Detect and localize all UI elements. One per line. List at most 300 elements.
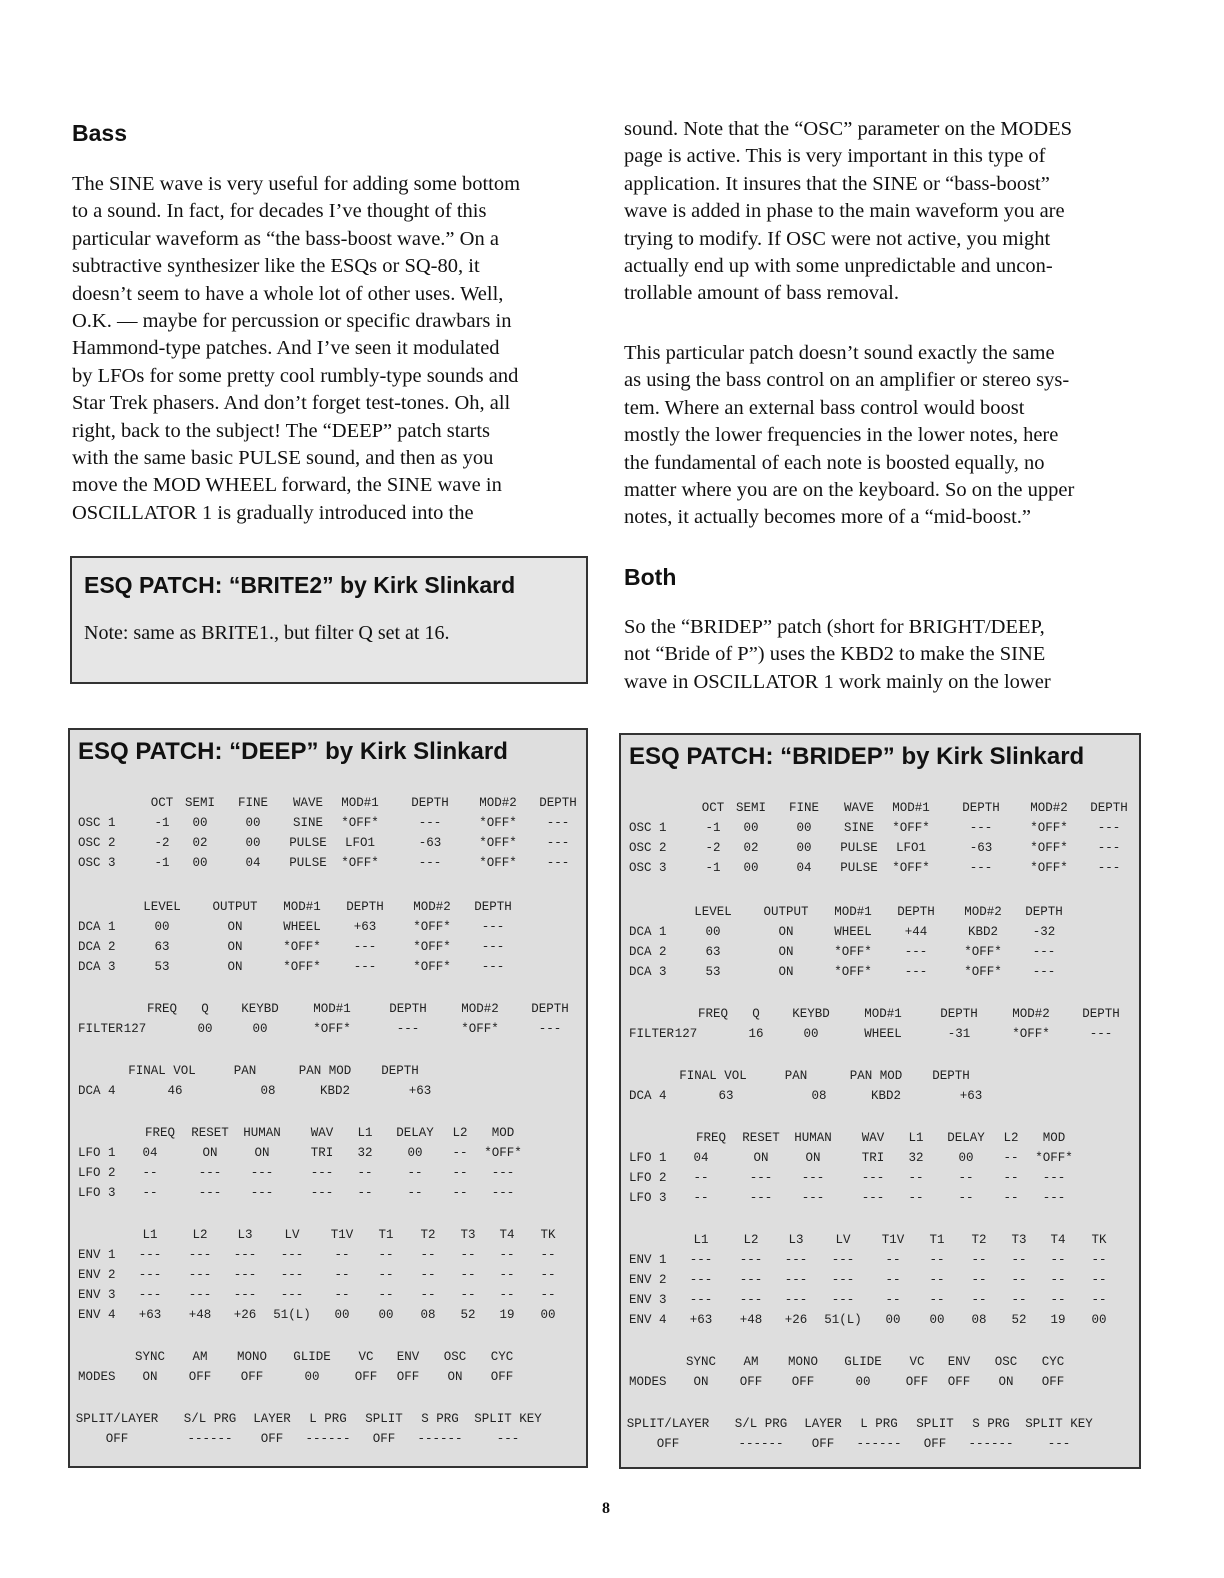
dca-value: *OFF* xyxy=(413,960,451,974)
env-value: 00 xyxy=(378,1308,394,1322)
osc-header: OCT xyxy=(701,801,725,815)
filter-value: 00 xyxy=(803,1027,819,1041)
paragraph-line: page is active. This is very important in this type of xyxy=(624,145,1046,168)
modes-row xyxy=(70,1370,586,1390)
env-value: --- xyxy=(784,1253,808,1267)
env-value: -- xyxy=(929,1293,945,1307)
modes-header: CYC xyxy=(1041,1355,1065,1369)
osc-row-label: OSC 3 xyxy=(629,861,667,875)
osc-header: FINE xyxy=(237,796,269,810)
env-header: TK xyxy=(1091,1233,1107,1247)
env-value: 00 xyxy=(540,1308,556,1322)
dca4-row xyxy=(70,1084,586,1104)
dca-header: LEVEL xyxy=(143,900,181,914)
env-value: -- xyxy=(1091,1253,1107,1267)
lfo-value: --- xyxy=(491,1186,515,1200)
dca-header: MOD#2 xyxy=(964,905,1002,919)
filter-header-row xyxy=(621,1007,1139,1027)
osc-header: DEPTH xyxy=(539,796,577,810)
env-value: -- xyxy=(334,1248,350,1262)
bass-heading: Bass xyxy=(72,120,127,146)
env-value: -- xyxy=(971,1273,987,1287)
osc-row-label: OSC 2 xyxy=(78,836,116,850)
filter-row xyxy=(621,1027,1139,1047)
osc-row xyxy=(621,861,1139,881)
env-value: 08 xyxy=(971,1313,987,1327)
osc-value: -63 xyxy=(969,841,993,855)
lfo-row-label: LFO 3 xyxy=(78,1186,116,1200)
osc-value: --- xyxy=(546,836,570,850)
dca-value: WHEEL xyxy=(283,920,321,934)
modes-row-label: MODES xyxy=(78,1370,116,1384)
lfo-value: 04 xyxy=(693,1151,709,1165)
env-row xyxy=(621,1293,1139,1313)
dca-header: DEPTH xyxy=(346,900,384,914)
lfo-value: -- xyxy=(908,1171,924,1185)
dca-value: ON xyxy=(778,965,794,979)
modes-value: OFF xyxy=(791,1375,815,1389)
env-row xyxy=(70,1308,586,1328)
env-row-label: ENV 3 xyxy=(78,1288,116,1302)
split-row xyxy=(70,1432,586,1452)
dca-header: MOD#2 xyxy=(413,900,451,914)
dca4-header-row xyxy=(70,1064,586,1084)
split-header: SPLIT KEY xyxy=(474,1412,542,1426)
lfo-value: *OFF* xyxy=(1035,1151,1073,1165)
dca-row xyxy=(70,920,586,940)
lfo-value: --- xyxy=(310,1166,334,1180)
osc-row xyxy=(621,821,1139,841)
osc-value: 00 xyxy=(743,861,759,875)
modes-value: OFF xyxy=(947,1375,971,1389)
osc-header: MOD#2 xyxy=(479,796,517,810)
lfo-value: --- xyxy=(491,1166,515,1180)
filter-header: FREQ xyxy=(697,1007,729,1021)
modes-header: MONO xyxy=(236,1350,268,1364)
dca4-header: PAN MOD xyxy=(298,1064,352,1078)
dca-row xyxy=(70,960,586,980)
dca-row xyxy=(621,925,1139,945)
osc-value: *OFF* xyxy=(892,821,930,835)
split-value: OFF xyxy=(811,1437,835,1451)
osc-value: 00 xyxy=(743,821,759,835)
env-value: 19 xyxy=(1050,1313,1066,1327)
dca4-header: PAN xyxy=(784,1069,808,1083)
env-header-row xyxy=(70,1228,586,1248)
paragraph-line: with the same basic PULSE sound, and then as you xyxy=(72,447,494,470)
lfo-header: DELAY xyxy=(947,1131,985,1145)
env-value: 00 xyxy=(1091,1313,1107,1327)
dca-header: DEPTH xyxy=(1025,905,1063,919)
dca4-value: 08 xyxy=(811,1089,827,1103)
env-header: T3 xyxy=(1011,1233,1027,1247)
osc-value: -1 xyxy=(154,816,170,830)
modes-header: OSC xyxy=(443,1350,467,1364)
env-value: --- xyxy=(739,1293,763,1307)
lfo-header: WAV xyxy=(861,1131,885,1145)
modes-header: MONO xyxy=(787,1355,819,1369)
split-header: SPLIT KEY xyxy=(1025,1417,1093,1431)
lfo-value: 00 xyxy=(407,1146,423,1160)
osc-value: SINE xyxy=(292,816,324,830)
brite2-patch-note: Note: same as BRITE1., but filter Q set at 16. xyxy=(84,622,450,644)
paragraph-line: So the “BRIDEP” patch (short for BRIGHT/DEEP, xyxy=(624,616,1045,638)
dca-value: *OFF* xyxy=(413,920,451,934)
env-row xyxy=(70,1268,586,1288)
env-value: 08 xyxy=(420,1308,436,1322)
osc-value: -2 xyxy=(154,836,170,850)
lfo-header: HUMAN xyxy=(243,1126,281,1140)
osc-header: DEPTH xyxy=(1090,801,1128,815)
env-row-label: ENV 4 xyxy=(78,1308,116,1322)
osc-row-label: OSC 1 xyxy=(629,821,667,835)
dca-value: *OFF* xyxy=(283,940,321,954)
lfo-value: --- xyxy=(801,1191,825,1205)
lfo-value: --- xyxy=(861,1191,885,1205)
lfo-value: -- xyxy=(452,1166,468,1180)
modes-header: OSC xyxy=(994,1355,1018,1369)
filter-header: MOD#1 xyxy=(864,1007,902,1021)
env-value: 00 xyxy=(885,1313,901,1327)
lfo-row-label: LFO 1 xyxy=(78,1146,116,1160)
osc-header: SEMI xyxy=(184,796,216,810)
modes-header: SYNC xyxy=(134,1350,166,1364)
env-value: 19 xyxy=(499,1308,515,1322)
lfo-value: --- xyxy=(1042,1191,1066,1205)
brite2-patch-note-box xyxy=(70,556,588,684)
modes-header: AM xyxy=(743,1355,759,1369)
lfo-header: L2 xyxy=(1003,1131,1019,1145)
env-value: -- xyxy=(378,1268,394,1282)
env-header: T1V xyxy=(330,1228,354,1242)
osc-value: -1 xyxy=(705,861,721,875)
osc-header: MOD#2 xyxy=(1030,801,1068,815)
paragraph-line: trying to modify. If OSC were not active, you might xyxy=(624,227,1051,250)
modes-value: ON xyxy=(142,1370,158,1384)
split-value: ------ xyxy=(856,1437,902,1451)
env-row-label: ENV 1 xyxy=(78,1248,116,1262)
bass-control-paragraph xyxy=(624,340,1142,532)
filter-header: Q xyxy=(201,1002,209,1016)
dca-header: DEPTH xyxy=(474,900,512,914)
env-value: -- xyxy=(1050,1253,1066,1267)
lfo-value: TRI xyxy=(310,1146,334,1160)
lfo-header: FREQ xyxy=(695,1131,727,1145)
split-value: OFF xyxy=(656,1437,680,1451)
paragraph-line: O.K. — maybe for percussion or specific drawbars in xyxy=(72,310,512,333)
lfo-header: RESET xyxy=(742,1131,780,1145)
env-value: --- xyxy=(689,1273,713,1287)
env-value: -- xyxy=(971,1253,987,1267)
dca-value: *OFF* xyxy=(413,940,451,954)
env-value: -- xyxy=(885,1293,901,1307)
env-value: --- xyxy=(188,1268,212,1282)
filter-header: DEPTH xyxy=(389,1002,427,1016)
env-header-row xyxy=(621,1233,1139,1253)
filter-value: WHEEL xyxy=(864,1027,902,1041)
env-value: --- xyxy=(739,1273,763,1287)
osc-row xyxy=(70,816,586,836)
env-value: -- xyxy=(499,1288,515,1302)
osc-value: *OFF* xyxy=(479,856,517,870)
modes-header-row xyxy=(621,1355,1139,1375)
lfo-row xyxy=(621,1191,1139,1211)
filter-value: 127 xyxy=(674,1027,698,1041)
filter-header: MOD#2 xyxy=(1012,1007,1050,1021)
dca-header-row xyxy=(621,905,1139,925)
paragraph-line: notes, it actually becomes more of a “mid-boost.” xyxy=(624,506,1032,529)
osc-value: 00 xyxy=(192,816,208,830)
osc-header: MOD#1 xyxy=(892,801,930,815)
modes-value: OFF xyxy=(188,1370,212,1384)
filter-header: FREQ xyxy=(146,1002,178,1016)
env-value: --- xyxy=(831,1293,855,1307)
lfo-value: 32 xyxy=(908,1151,924,1165)
dca-header: MOD#1 xyxy=(283,900,321,914)
osc-value: PULSE xyxy=(289,836,327,850)
osc-header: WAVE xyxy=(292,796,324,810)
bridep-patch-title: ESQ PATCH: “BRIDEP” by Kirk Slinkard xyxy=(629,743,1085,770)
lfo-value: -- xyxy=(908,1191,924,1205)
split-header: L PRG xyxy=(309,1412,347,1426)
split-header: LAYER xyxy=(804,1417,842,1431)
lfo-value: -- xyxy=(357,1186,373,1200)
lfo-value: -- xyxy=(693,1191,709,1205)
env-header: T1V xyxy=(881,1233,905,1247)
modes-value: OFF xyxy=(490,1370,514,1384)
filter-value: 00 xyxy=(252,1022,268,1036)
lfo-value: --- xyxy=(749,1191,773,1205)
lfo-row-label: LFO 1 xyxy=(629,1151,667,1165)
env-row-label: ENV 4 xyxy=(629,1313,667,1327)
modes-header: VC xyxy=(358,1350,374,1364)
filter-value: *OFF* xyxy=(1012,1027,1050,1041)
lfo-value: ON xyxy=(753,1151,769,1165)
lfo-row-label: LFO 2 xyxy=(78,1166,116,1180)
env-row xyxy=(621,1253,1139,1273)
modes-value: OFF xyxy=(905,1375,929,1389)
dca4-value: KBD2 xyxy=(319,1084,351,1098)
osc-value: --- xyxy=(546,856,570,870)
lfo-header: FREQ xyxy=(144,1126,176,1140)
paragraph-line: application. It insures that the SINE or “bass-boost” xyxy=(624,172,1050,195)
filter-value: -31 xyxy=(947,1027,971,1041)
osc-value: -1 xyxy=(705,821,721,835)
bass-paragraph xyxy=(72,171,588,527)
dca-header-row xyxy=(70,900,586,920)
env-value: --- xyxy=(784,1293,808,1307)
filter-value: *OFF* xyxy=(461,1022,499,1036)
lfo-value: -- xyxy=(407,1186,423,1200)
lfo-value: -- xyxy=(142,1166,158,1180)
dca4-header: PAN MOD xyxy=(849,1069,903,1083)
deep-patch-title: ESQ PATCH: “DEEP” by Kirk Slinkard xyxy=(78,738,508,765)
dca-header: DEPTH xyxy=(897,905,935,919)
dca-value: --- xyxy=(481,920,505,934)
dca-value: ON xyxy=(778,925,794,939)
split-header: LAYER xyxy=(253,1412,291,1426)
osc-value: PULSE xyxy=(840,861,878,875)
dca4-header: FINAL VOL xyxy=(679,1069,747,1083)
dca-value: 53 xyxy=(154,960,170,974)
osc-value: LFO1 xyxy=(344,836,376,850)
dca-value: *OFF* xyxy=(834,965,872,979)
dca4-value: KBD2 xyxy=(870,1089,902,1103)
dca-value: --- xyxy=(904,965,928,979)
split-header: S/L PRG xyxy=(734,1417,788,1431)
osc-parameter-paragraph xyxy=(624,116,1142,308)
env-value: --- xyxy=(138,1248,162,1262)
lfo-value: -- xyxy=(1003,1171,1019,1185)
modes-header: ENV xyxy=(396,1350,420,1364)
paragraph-line: Star Trek phasers. And don’t forget test-tones. Oh, all xyxy=(72,392,511,415)
dca4-row-label: DCA 4 xyxy=(629,1089,667,1103)
split-header-row xyxy=(621,1417,1139,1437)
filter-value: --- xyxy=(1089,1027,1113,1041)
dca-value: ON xyxy=(778,945,794,959)
osc-row xyxy=(70,856,586,876)
modes-header: GLIDE xyxy=(293,1350,331,1364)
dca4-row-label: DCA 4 xyxy=(78,1084,116,1098)
env-header: TK xyxy=(540,1228,556,1242)
paragraph-line: Hammond-type patches. And I’ve seen it modulated xyxy=(72,337,500,360)
osc-value: *OFF* xyxy=(1030,821,1068,835)
dca-value: 00 xyxy=(154,920,170,934)
env-value: -- xyxy=(499,1248,515,1262)
lfo-value: *OFF* xyxy=(484,1146,522,1160)
dca-value: --- xyxy=(481,960,505,974)
env-value: --- xyxy=(233,1288,257,1302)
env-value: 51(L) xyxy=(273,1308,311,1322)
osc-row xyxy=(70,836,586,856)
osc-value: 02 xyxy=(743,841,759,855)
bridep-patch-box xyxy=(619,733,1141,1469)
dca-value: ON xyxy=(227,960,243,974)
paragraph-line: matter where you are on the keyboard. So on the upper xyxy=(624,479,1075,502)
split-header: S PRG xyxy=(972,1417,1010,1431)
osc-header-row xyxy=(70,796,586,816)
lfo-header: L1 xyxy=(908,1131,924,1145)
lfo-value: -- xyxy=(1003,1191,1019,1205)
filter-header: MOD#1 xyxy=(313,1002,351,1016)
lfo-header: L2 xyxy=(452,1126,468,1140)
osc-value: --- xyxy=(546,816,570,830)
lfo-value: --- xyxy=(861,1171,885,1185)
osc-value: *OFF* xyxy=(341,856,379,870)
modes-value: OFF xyxy=(1041,1375,1065,1389)
env-header: L2 xyxy=(743,1233,759,1247)
env-value: -- xyxy=(885,1273,901,1287)
bridep-paragraph xyxy=(624,614,1142,696)
env-row xyxy=(70,1288,586,1308)
osc-value: *OFF* xyxy=(479,816,517,830)
dca-header: LEVEL xyxy=(694,905,732,919)
osc-value: -2 xyxy=(705,841,721,855)
modes-value: 00 xyxy=(304,1370,320,1384)
lfo-value: -- xyxy=(958,1171,974,1185)
env-value: +26 xyxy=(784,1313,808,1327)
env-row xyxy=(621,1273,1139,1293)
dca-value: *OFF* xyxy=(834,945,872,959)
env-header: L1 xyxy=(142,1228,158,1242)
modes-value: OFF xyxy=(739,1375,763,1389)
dca-value: ON xyxy=(227,940,243,954)
split-row xyxy=(621,1437,1139,1457)
osc-value: *OFF* xyxy=(479,836,517,850)
lfo-value: --- xyxy=(310,1186,334,1200)
env-header: L2 xyxy=(192,1228,208,1242)
paragraph-line: OSCILLATOR 1 is gradually introduced into the xyxy=(72,501,474,524)
modes-value: ON xyxy=(447,1370,463,1384)
osc-row-label: OSC 2 xyxy=(629,841,667,855)
osc-value: 00 xyxy=(192,856,208,870)
lfo-header: MOD xyxy=(1042,1131,1066,1145)
env-header: LV xyxy=(835,1233,851,1247)
paragraph-line: The SINE wave is very useful for adding some bottom xyxy=(72,173,521,195)
lfo-row xyxy=(70,1166,586,1186)
paragraph-line: This particular patch doesn’t sound exactly the same xyxy=(624,342,1055,364)
modes-header: CYC xyxy=(490,1350,514,1364)
env-value: -- xyxy=(929,1273,945,1287)
lfo-value: -- xyxy=(958,1191,974,1205)
dca-value: WHEEL xyxy=(834,925,872,939)
lfo-row xyxy=(70,1186,586,1206)
dca-header: MOD#1 xyxy=(834,905,872,919)
osc-value: --- xyxy=(418,856,442,870)
dca-value: 00 xyxy=(705,925,721,939)
dca4-header: DEPTH xyxy=(932,1069,970,1083)
dca4-header-row xyxy=(621,1069,1139,1089)
split-header: S PRG xyxy=(421,1412,459,1426)
filter-header: Q xyxy=(752,1007,760,1021)
dca-row xyxy=(621,965,1139,985)
env-row-label: ENV 3 xyxy=(629,1293,667,1307)
filter-header: DEPTH xyxy=(531,1002,569,1016)
lfo-value: -- xyxy=(693,1171,709,1185)
split-header: SPLIT/LAYER xyxy=(626,1417,710,1431)
lfo-row xyxy=(70,1146,586,1166)
modes-value: OFF xyxy=(354,1370,378,1384)
osc-row-label: OSC 1 xyxy=(78,816,116,830)
env-value: -- xyxy=(378,1288,394,1302)
env-header: LV xyxy=(284,1228,300,1242)
env-row-label: ENV 2 xyxy=(78,1268,116,1282)
env-value: --- xyxy=(831,1253,855,1267)
env-row-label: ENV 2 xyxy=(629,1273,667,1287)
paragraph-line: to a sound. In fact, for decades I’ve thought of this xyxy=(72,200,487,223)
paragraph-line: doesn’t seem to have a whole lot of other uses. Well, xyxy=(72,282,504,305)
lfo-header: WAV xyxy=(310,1126,334,1140)
split-header: SPLIT xyxy=(916,1417,954,1431)
osc-value: SINE xyxy=(843,821,875,835)
env-value: -- xyxy=(1091,1293,1107,1307)
env-value: -- xyxy=(499,1268,515,1282)
paragraph-line: wave in OSCILLATOR 1 work mainly on the lower xyxy=(624,670,1051,693)
dca-header: OUTPUT xyxy=(212,900,258,914)
env-value: -- xyxy=(420,1248,436,1262)
lfo-value: 04 xyxy=(142,1146,158,1160)
env-value: --- xyxy=(280,1288,304,1302)
lfo-value: 00 xyxy=(958,1151,974,1165)
env-row-label: ENV 1 xyxy=(629,1253,667,1267)
dca-value: *OFF* xyxy=(964,965,1002,979)
osc-value: 00 xyxy=(796,821,812,835)
osc-value: 04 xyxy=(245,856,261,870)
lfo-row-label: LFO 2 xyxy=(629,1171,667,1185)
env-value: 52 xyxy=(1011,1313,1027,1327)
env-header: T4 xyxy=(499,1228,515,1242)
env-value: -- xyxy=(1050,1293,1066,1307)
